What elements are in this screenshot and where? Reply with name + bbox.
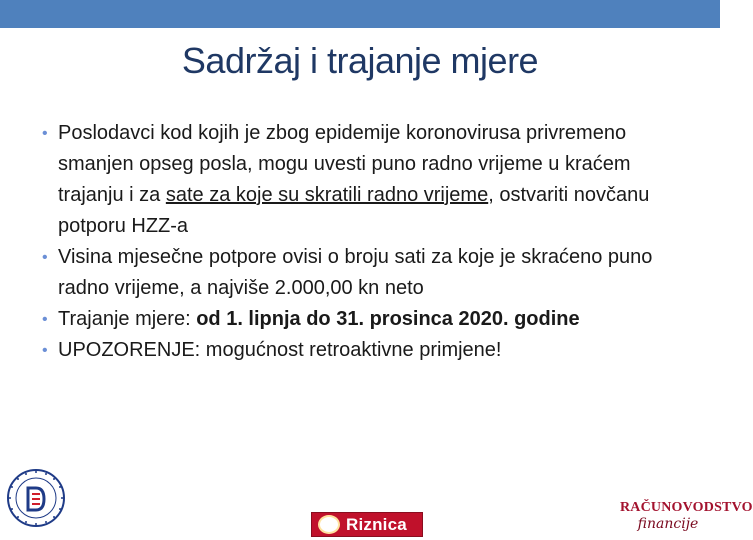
bullet-icon: • (42, 311, 48, 328)
bullet-item (42, 304, 682, 335)
bullet-text: Visina mjesečne potpore ovisi o broju sati za koje je skraćeno puno radno vrijeme, a najviše 2.000,00 kn neto (58, 246, 653, 299)
bullet-icon: • (42, 125, 48, 142)
bullet-list (42, 118, 682, 366)
slide-title: Sadržaj i trajanje mjere (181, 40, 539, 81)
rf-logo-line2: financije (637, 516, 699, 532)
bullet-text: Poslodavci kod kojih je zbog epidemije koronovirusa privremeno smanjen opseg posla, mogu uvesti puno radno vrijeme u kraćem trajanju i za (58, 122, 631, 206)
bullet-label: Trajanje mjere: (58, 308, 197, 330)
riznica-brand: Riznica (346, 514, 407, 534)
association-seal-logo (6, 468, 66, 528)
bullet-text: , ostvariti novčanu potporu HZZ-a (58, 184, 650, 237)
bullet-item (42, 242, 682, 304)
riznica-emblem-icon (318, 515, 340, 534)
bullet-icon: • (42, 342, 48, 359)
seal-icon (6, 468, 66, 528)
header-band (0, 0, 720, 28)
bullet-text: UPOZORENJE: mogućnost retroaktivne primjene! (58, 339, 502, 361)
bullet-icon: • (42, 249, 48, 266)
bullet-item (42, 118, 682, 242)
rf-logo-line1: RAČUNOVODSTVO (620, 500, 753, 515)
bullet-item (42, 335, 682, 366)
racunovodstvo-financije-logo (620, 500, 753, 536)
underlined-text: sate za koje su skratili radno vrijeme (165, 184, 489, 206)
bold-date-range: od 1. lipnja do 31. prosinca 2020. godine (196, 308, 580, 330)
riznica-logo (311, 512, 423, 537)
